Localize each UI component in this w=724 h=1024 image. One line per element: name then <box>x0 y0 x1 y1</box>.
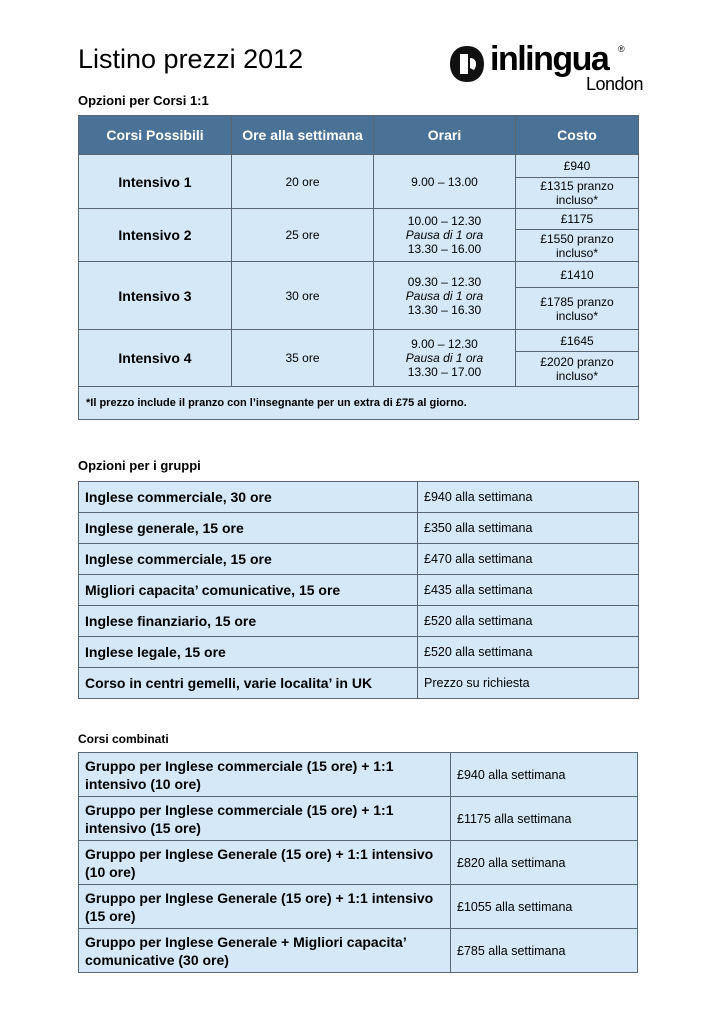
combined-price-table <box>78 752 638 973</box>
course-price-lunch: £2020 pranzo incluso* <box>516 352 639 387</box>
table-row <box>79 606 639 637</box>
time-slot: 13.30 – 16.30 <box>407 302 482 317</box>
course-price: £940 alla settimana <box>451 753 638 797</box>
column-header: Corsi Possibili <box>79 116 232 155</box>
course-name: Gruppo per Inglese commerciale (15 ore) + 1:1 intensivo (10 ore) <box>79 753 451 797</box>
one-to-one-price-table <box>78 115 639 420</box>
time-slot: 9.00 – 12.30 <box>411 337 478 351</box>
course-price: £520 alla settimana <box>418 637 639 668</box>
time-break: Pausa di 1 ora <box>405 288 484 303</box>
course-price: £785 alla settimana <box>451 929 638 973</box>
course-price: £435 alla settimana <box>418 575 639 606</box>
page-title: Listino prezzi 2012 <box>78 44 304 74</box>
course-name: Intensivo 4 <box>79 330 232 387</box>
table-row <box>79 262 639 288</box>
time-break: Pausa di 1 ora <box>405 351 484 365</box>
table-row <box>79 513 639 544</box>
course-name: Inglese legale, 15 ore <box>79 637 418 668</box>
table-row <box>79 885 638 929</box>
course-price: £940 alla settimana <box>418 482 639 513</box>
course-name: Intensivo 1 <box>79 155 232 209</box>
course-price-lunch: £1315 pranzo incluso* <box>516 178 639 209</box>
course-name: Inglese commerciale, 15 ore <box>79 544 418 575</box>
table-row <box>79 387 639 420</box>
time-slot: 09.30 – 12.30 <box>407 274 482 289</box>
course-price-lunch: £1550 pranzo incluso* <box>516 230 639 262</box>
table-row <box>79 637 639 668</box>
course-hours: 35 ore <box>232 330 374 387</box>
course-name: Gruppo per Inglese Generale (15 ore) + 1:1 intensivo (10 ore) <box>79 841 451 885</box>
course-price: £1410 <box>516 262 639 288</box>
course-times <box>374 330 516 387</box>
course-name: Gruppo per Inglese Generale + Migliori capacita’ comunicative (30 ore) <box>79 929 451 973</box>
course-hours: 25 ore <box>232 209 374 262</box>
section-1on1-label: Opzioni per Corsi 1:1 <box>78 93 209 108</box>
course-name: Gruppo per Inglese Generale (15 ore) + 1:1 intensivo (15 ore) <box>79 885 451 929</box>
course-name: Migliori capacita’ comunicative, 15 ore <box>79 575 418 606</box>
course-name: Inglese finanziario, 15 ore <box>79 606 418 637</box>
course-price: £820 alla settimana <box>451 841 638 885</box>
course-price: £1175 alla settimana <box>451 797 638 841</box>
table-row <box>79 575 639 606</box>
course-hours: 30 ore <box>232 262 374 330</box>
logo-registered-mark: ® <box>618 44 625 54</box>
table-row <box>79 841 638 885</box>
column-header: Ore alla settimana <box>232 116 374 155</box>
group-price-table <box>78 481 639 699</box>
course-price-lunch: £1785 pranzo incluso* <box>516 288 639 330</box>
time-slot: 13.30 – 16.00 <box>407 242 482 256</box>
table-header-row <box>79 116 639 155</box>
section-combined-label: Corsi combinati <box>78 732 169 746</box>
course-hours: 20 ore <box>232 155 374 209</box>
section-group-label: Opzioni per i gruppi <box>78 458 201 473</box>
course-name: Corso in centri gemelli, varie localita’ in UK <box>79 668 418 699</box>
time-slot: 9.00 – 13.00 <box>411 174 478 189</box>
table-row <box>79 929 638 973</box>
course-price: Prezzo su richiesta <box>418 668 639 699</box>
course-times <box>374 209 516 262</box>
logo-city: London <box>586 74 644 94</box>
course-price: £1175 <box>516 209 639 230</box>
course-name: Inglese generale, 15 ore <box>79 513 418 544</box>
course-name: Intensivo 3 <box>79 262 232 330</box>
table-row <box>79 668 639 699</box>
inlingua-logo <box>448 42 648 94</box>
course-times <box>374 262 516 330</box>
course-name: Intensivo 2 <box>79 209 232 262</box>
table-row <box>79 155 639 178</box>
table-row <box>79 753 638 797</box>
course-name: Gruppo per Inglese commerciale (15 ore) + 1:1 intensivo (15 ore) <box>79 797 451 841</box>
course-price: £1645 <box>516 330 639 352</box>
table-row <box>79 544 639 575</box>
column-header: Costo <box>516 116 639 155</box>
table-row <box>79 797 638 841</box>
course-price: £350 alla settimana <box>418 513 639 544</box>
lunch-footnote: *Il prezzo include il pranzo con l’insegnante per un extra di £75 al giorno. <box>79 387 639 420</box>
time-break: Pausa di 1 ora <box>405 228 484 242</box>
column-header: Orari <box>374 116 516 155</box>
course-price: £520 alla settimana <box>418 606 639 637</box>
logo-wordmark: inlingua <box>490 40 609 78</box>
table-row <box>79 482 639 513</box>
table-row <box>79 330 639 352</box>
course-price: £940 <box>516 155 639 178</box>
table-row <box>79 209 639 230</box>
time-slot: 10.00 – 12.30 <box>407 214 482 228</box>
inlingua-speech-icon <box>448 44 486 84</box>
course-times <box>374 155 516 209</box>
course-name: Inglese commerciale, 30 ore <box>79 482 418 513</box>
course-price: £1055 alla settimana <box>451 885 638 929</box>
course-price: £470 alla settimana <box>418 544 639 575</box>
time-slot: 13.30 – 17.00 <box>407 365 482 379</box>
